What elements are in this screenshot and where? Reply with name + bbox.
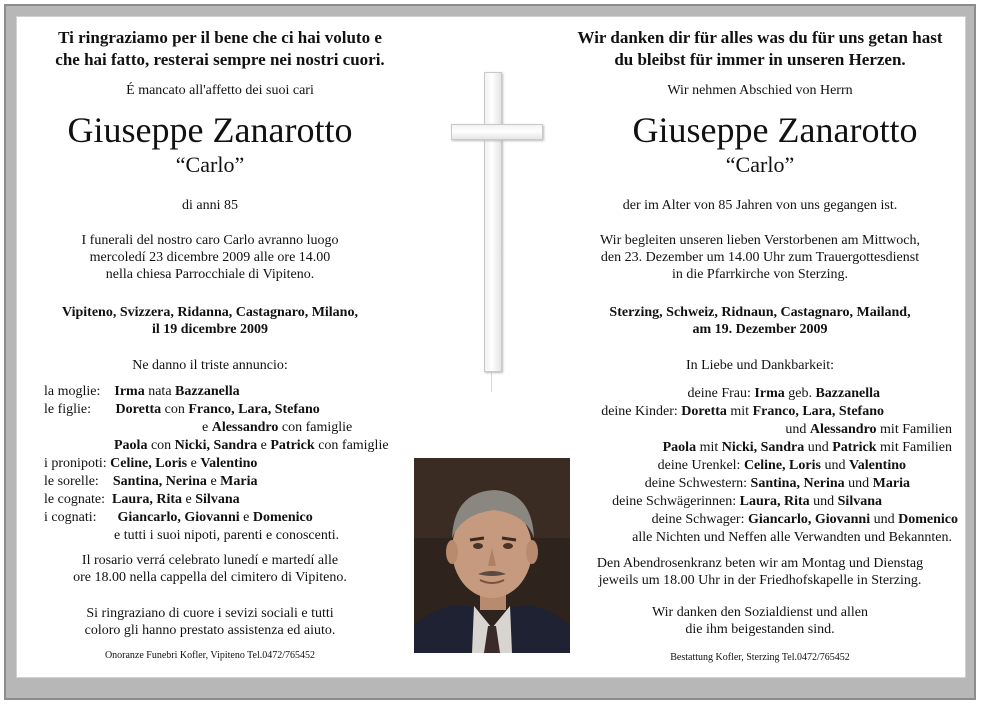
left-rel-pronipoti: i pronipoti: Celine, Loris e Valentino: [44, 456, 258, 471]
left-funeral-1: I funerali del nostro caro Carlo avranno luogo: [81, 233, 339, 248]
right-age: der im Alter von 85 Jahren von uns gegangen ist.: [622, 198, 898, 213]
right-rel-schwager: deine Schwager: Giancarlo, Giovanni und Domenico: [651, 512, 958, 527]
right-thanks-1: Wir danken den Sozialdienst und allen: [652, 605, 868, 620]
right-rel-kinder: deine Kinder: Doretta mit Franco, Lara, Stefano: [601, 404, 884, 419]
left-rel-cognati: i cognati: Giancarlo, Giovanni e Domenico: [44, 510, 313, 525]
right-rel-kinder-paola: Paola mit Nicki, Sandra und Patrick mit Familien: [662, 440, 952, 455]
portrait-icon: [414, 458, 570, 653]
left-rel-figlie-alessandro: e Alessandro con famiglie: [202, 420, 353, 435]
right-intro: Wir nehmen Abschied von Herrn: [667, 83, 853, 98]
left-rel-sorelle: le sorelle: Santina, Nerina e Maria: [44, 474, 258, 489]
left-thanks-2: coloro gli hanno prestato assistenza ed aiuto.: [84, 623, 336, 638]
left-place-date-2: il 19 dicembre 2009: [151, 322, 268, 337]
left-age: di anni 85: [182, 198, 238, 213]
right-funeral-1: Wir begleiten unseren lieben Verstorbenen am Mittwoch,: [600, 233, 920, 248]
left-intro: É mancato all'affetto dei suoi cari: [126, 83, 314, 98]
left-thanks-1: Si ringraziano di cuore i sevizi sociali e tutti: [86, 606, 334, 621]
right-heading-2: du bleibst für immer in unseren Herzen.: [614, 50, 906, 69]
right-place-date-1: Sterzing, Schweiz, Ridnaun, Castagnaro, Mailand,: [609, 305, 911, 320]
right-rel-schwestern: deine Schwestern: Santina, Nerina und Maria: [644, 476, 910, 491]
right-deceased-name: Giuseppe Zanarotto: [632, 110, 918, 150]
left-rosary-2: ore 18.00 nella cappella del cimitero di Vipiteno.: [73, 570, 347, 585]
right-heading-1: Wir danken dir für alles was du für uns getan hast: [577, 28, 943, 47]
right-rel-frau: deine Frau: Irma geb. Bazzanella: [687, 386, 880, 401]
right-funeral-2: den 23. Dezember um 14.00 Uhr zum Trauergottesdienst: [600, 250, 920, 265]
left-rosary-1: Il rosario verrá celebrato lunedí e martedí alle: [81, 553, 339, 568]
left-funeral-3: nella chiesa Parrocchiale di Vipiteno.: [105, 267, 315, 282]
cross-icon: [484, 72, 502, 372]
right-rel-others: alle Nichten und Neffen alle Verwandten und Bekannten.: [632, 530, 952, 545]
right-rel-urenkel: deine Urenkel: Celine, Loris und Valentino: [657, 458, 906, 473]
right-rel-schwaegerinnen: deine Schwägerinnen: Laura, Rita und Silvana: [612, 494, 882, 509]
left-rel-figlie: le figlie: Doretta con Franco, Lara, Stefano: [44, 402, 320, 417]
left-nickname: “Carlo”: [175, 152, 245, 177]
right-nickname: “Carlo”: [725, 152, 795, 177]
left-rel-moglie: la moglie: Irma nata Bazzanella: [44, 384, 240, 399]
left-funeral-2: mercoledí 23 dicembre 2009 alle ore 14.00: [89, 250, 331, 265]
left-heading-1: Ti ringraziamo per il bene che ci hai voluto e: [58, 28, 382, 47]
right-rel-kinder-alessandro: und Alessandro mit Familien: [785, 422, 952, 437]
right-funeral-3: in die Pfarrkirche von Sterzing.: [671, 267, 849, 282]
portrait-photo: [414, 458, 570, 653]
left-rel-cognate: le cognate: Laura, Rita e Silvana: [44, 492, 240, 507]
right-footer: Bestattung Kofler, Sterzing Tel.0472/765452: [670, 652, 850, 663]
right-thanks-2: die ihm beigestanden sind.: [685, 622, 835, 637]
right-rosary-2: jeweils um 18.00 Uhr in der Friedhofskapelle in Sterzing.: [598, 573, 922, 588]
left-announce: Ne danno il triste annuncio:: [132, 358, 288, 373]
right-rosary-1: Den Abendrosenkranz beten wir am Montag und Dienstag: [596, 556, 924, 571]
left-heading-2: che hai fatto, resterai sempre nei nostri cuori.: [55, 50, 385, 69]
cross-icon-bar: [451, 124, 543, 140]
right-announce: In Liebe und Dankbarkeit:: [685, 358, 835, 373]
left-deceased-name: Giuseppe Zanarotto: [67, 110, 353, 150]
left-rel-others: e tutti i suoi nipoti, parenti e conoscenti.: [114, 528, 340, 543]
left-rel-figlie-paola: Paola con Nicki, Sandra e Patrick con famiglie: [114, 438, 389, 453]
left-footer: Onoranze Funebri Kofler, Vipiteno Tel.0472/765452: [104, 650, 316, 661]
right-place-date-2: am 19. Dezember 2009: [692, 322, 828, 337]
left-place-date-1: Vipiteno, Svizzera, Ridanna, Castagnaro, Milano,: [62, 305, 358, 320]
